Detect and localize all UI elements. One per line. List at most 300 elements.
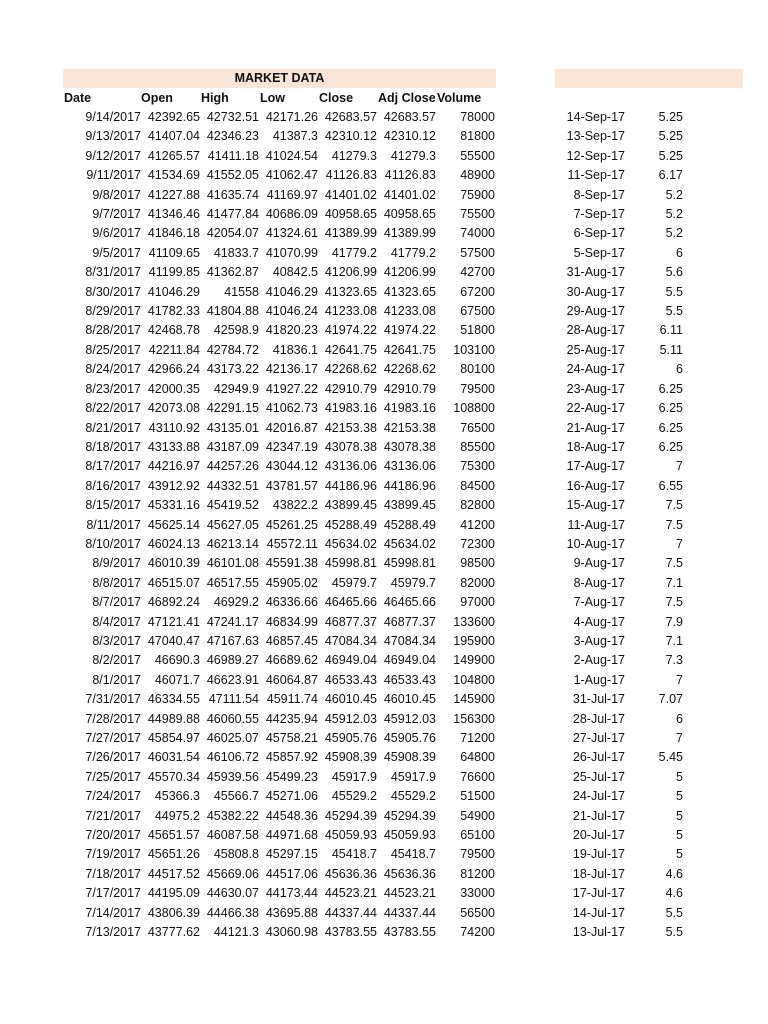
cell-adj-close[interactable]: 45908.39 [383,750,436,765]
cell-right-date[interactable]: 9-Aug-17 [573,556,625,571]
cell-adj-close[interactable]: 45636.36 [383,866,436,881]
cell-right-value[interactable]: 5.45 [658,750,683,765]
cell-date[interactable]: 8/4/2017 [92,614,141,629]
cell-low[interactable]: 41836.1 [272,342,318,357]
cell-right-date[interactable]: 4-Aug-17 [573,614,625,629]
cell-volume[interactable]: 81200 [460,866,495,881]
cell-date[interactable]: 8/1/2017 [92,672,141,687]
cell-adj-close[interactable]: 40958.65 [383,207,436,222]
cell-right-date[interactable]: 13-Jul-17 [572,925,625,940]
cell-volume[interactable]: 64800 [460,750,495,765]
cell-high[interactable]: 45419.52 [206,498,259,513]
cell-close[interactable]: 45634.02 [324,536,377,551]
cell-volume[interactable]: 82000 [460,575,495,590]
cell-open[interactable]: 45331.16 [147,498,200,513]
cell-adj-close[interactable]: 41401.02 [383,187,436,202]
cell-open[interactable]: 41109.65 [148,245,200,260]
cell-high[interactable]: 47167.63 [206,633,259,648]
cell-date[interactable]: 7/21/2017 [85,808,141,823]
cell-adj-close[interactable]: 45634.02 [383,536,436,551]
cell-right-value[interactable]: 5.5 [665,925,683,940]
cell-right-date[interactable]: 28-Jul-17 [572,711,625,726]
cell-right-date[interactable]: 24-Aug-17 [566,362,625,377]
cell-right-date[interactable]: 15-Aug-17 [566,498,625,513]
cell-right-value[interactable]: 6.11 [659,323,683,338]
cell-volume[interactable]: 79500 [460,381,495,396]
cell-volume[interactable]: 84500 [460,478,495,493]
cell-right-value[interactable]: 6.25 [658,381,683,396]
cell-low[interactable]: 43695.88 [265,905,318,920]
cell-low[interactable]: 45499.23 [265,769,318,784]
cell-open[interactable]: 44195.09 [147,886,200,901]
cell-volume[interactable]: 55500 [460,148,495,163]
cell-right-date[interactable]: 25-Aug-17 [566,342,625,357]
cell-high[interactable]: 41477.84 [206,207,259,222]
cell-close[interactable]: 46949.04 [324,653,377,668]
cell-low[interactable]: 44173.44 [265,886,318,901]
cell-adj-close[interactable]: 41779.2 [390,245,436,260]
cell-adj-close[interactable]: 45418.7 [390,847,436,862]
cell-high[interactable]: 45808.8 [213,847,259,862]
cell-close[interactable]: 45636.36 [324,866,377,881]
cell-low[interactable]: 41169.97 [266,187,318,202]
cell-open[interactable]: 45651.57 [147,828,200,843]
cell-open[interactable]: 41046.29 [147,284,200,299]
cell-close[interactable]: 41779.2 [331,245,377,260]
cell-volume[interactable]: 74200 [460,925,495,940]
cell-right-value[interactable]: 5 [676,828,683,843]
cell-adj-close[interactable]: 41206.99 [383,265,436,280]
cell-adj-close[interactable]: 45912.03 [383,711,436,726]
cell-right-value[interactable]: 7.1 [665,575,683,590]
cell-high[interactable]: 46989.27 [206,653,259,668]
cell-open[interactable]: 43806.39 [147,905,200,920]
cell-adj-close[interactable]: 41323.65 [383,284,436,299]
cell-open[interactable]: 41199.85 [148,265,200,280]
cell-volume[interactable]: 76500 [460,420,495,435]
cell-volume[interactable]: 82800 [460,498,495,513]
col-header-high[interactable]: High [201,91,229,105]
cell-right-date[interactable]: 28-Aug-17 [566,323,625,338]
cell-open[interactable]: 42000.35 [147,381,200,396]
cell-close[interactable]: 45979.7 [331,575,377,590]
cell-low[interactable]: 42347.19 [265,439,318,454]
cell-right-value[interactable]: 6.25 [658,439,683,454]
cell-open[interactable]: 44216.97 [147,459,200,474]
cell-high[interactable]: 41635.74 [206,187,259,202]
cell-low[interactable]: 41046.24 [265,304,318,319]
cell-volume[interactable]: 67200 [460,284,495,299]
cell-volume[interactable]: 98500 [460,556,495,571]
cell-open[interactable]: 45854.97 [147,731,200,745]
cell-low[interactable]: 40686.09 [265,207,318,222]
cell-high[interactable]: 45566.7 [213,789,259,804]
cell-volume[interactable]: 54900 [460,808,495,823]
cell-volume[interactable]: 71200 [460,731,495,745]
cell-close[interactable]: 41323.65 [324,284,377,299]
cell-open[interactable]: 41346.46 [147,207,200,222]
cell-right-value[interactable]: 5.6 [665,265,683,280]
cell-open[interactable]: 44989.88 [147,711,200,726]
cell-date[interactable]: 7/27/2017 [85,731,141,745]
cell-right-value[interactable]: 6 [676,711,683,726]
cell-high[interactable]: 41552.05 [206,168,259,183]
cell-close[interactable]: 46010.45 [324,692,377,707]
cell-volume[interactable]: 67500 [460,304,495,319]
cell-low[interactable]: 41062.73 [265,401,318,416]
cell-low[interactable]: 45297.15 [265,847,318,862]
cell-adj-close[interactable]: 43899.45 [383,498,436,513]
cell-volume[interactable]: 145900 [453,692,495,707]
cell-high[interactable]: 44466.38 [206,905,259,920]
cell-right-value[interactable]: 7.5 [665,595,683,610]
cell-volume[interactable]: 80100 [460,362,495,377]
col-header-close[interactable]: Close [319,91,354,105]
cell-right-value[interactable]: 5.2 [665,207,683,222]
cell-open[interactable]: 41265.57 [147,148,200,163]
cell-high[interactable]: 46517.55 [206,575,259,590]
cell-right-value[interactable]: 5.5 [665,304,683,319]
cell-right-value[interactable]: 7.5 [665,498,683,513]
cell-right-value[interactable]: 6 [676,245,683,260]
cell-open[interactable]: 42392.65 [147,110,200,124]
cell-low[interactable]: 41927.22 [265,381,318,396]
cell-high[interactable]: 42598.9 [213,323,259,338]
cell-right-date[interactable]: 7-Aug-17 [573,595,625,610]
cell-right-date[interactable]: 18-Aug-17 [566,439,625,454]
cell-high[interactable]: 42732.51 [206,110,259,124]
cell-date[interactable]: 7/18/2017 [85,866,141,881]
cell-open[interactable]: 46334.55 [147,692,200,707]
cell-right-date[interactable]: 6-Sep-17 [573,226,625,241]
cell-close[interactable]: 45529.2 [331,789,377,804]
cell-right-date[interactable]: 24-Jul-17 [572,789,625,804]
cell-date[interactable]: 8/3/2017 [92,633,141,648]
cell-low[interactable]: 42016.87 [265,420,318,435]
cell-low[interactable]: 43060.98 [265,925,318,940]
cell-close[interactable]: 46533.43 [324,672,377,687]
cell-right-value[interactable]: 7.5 [665,517,683,532]
cell-date[interactable]: 8/30/2017 [85,284,141,299]
cell-low[interactable]: 41070.99 [265,245,318,260]
cell-adj-close[interactable]: 41389.99 [383,226,436,241]
cell-right-value[interactable]: 7.5 [665,556,683,571]
cell-close[interactable]: 44337.44 [324,905,377,920]
cell-right-date[interactable]: 11-Aug-17 [567,517,625,532]
cell-right-value[interactable]: 6.55 [658,478,683,493]
cell-high[interactable]: 46213.14 [206,536,259,551]
cell-date[interactable]: 8/23/2017 [85,381,141,396]
cell-low[interactable]: 44517.06 [265,866,318,881]
cell-right-value[interactable]: 5 [676,847,683,862]
cell-adj-close[interactable]: 42268.62 [383,362,436,377]
cell-right-value[interactable]: 7.3 [665,653,683,668]
cell-right-date[interactable]: 12-Sep-17 [566,148,625,163]
cell-adj-close[interactable]: 43078.38 [383,439,436,454]
cell-right-value[interactable]: 5.25 [658,148,683,163]
cell-adj-close[interactable]: 45979.7 [390,575,436,590]
cell-volume[interactable]: 149900 [453,653,495,668]
cell-date[interactable]: 7/24/2017 [85,789,141,804]
cell-close[interactable]: 43783.55 [324,925,377,940]
cell-right-date[interactable]: 21-Aug-17 [566,420,625,435]
cell-low[interactable]: 46857.45 [265,633,318,648]
cell-open[interactable]: 46071.7 [154,672,200,687]
cell-low[interactable]: 44235.94 [265,711,318,726]
cell-open[interactable]: 46690.3 [154,653,200,668]
cell-date[interactable]: 8/15/2017 [85,498,141,513]
cell-adj-close[interactable]: 45288.49 [383,517,436,532]
cell-high[interactable]: 42291.15 [206,401,259,416]
cell-high[interactable]: 44332.51 [206,478,259,493]
cell-open[interactable]: 46010.39 [147,556,200,571]
cell-close[interactable]: 42153.38 [324,420,377,435]
cell-high[interactable]: 41411.18 [207,148,259,163]
cell-date[interactable]: 7/20/2017 [85,828,141,843]
cell-high[interactable]: 43173.22 [206,362,259,377]
cell-volume[interactable]: 72300 [460,536,495,551]
cell-close[interactable]: 47084.34 [324,633,377,648]
cell-low[interactable]: 45911.74 [266,692,318,707]
col-header-adj-close[interactable]: Adj Close [378,91,436,105]
cell-right-date[interactable]: 7-Sep-17 [573,207,625,222]
cell-volume[interactable]: 108800 [453,401,495,416]
cell-adj-close[interactable]: 42641.75 [383,342,436,357]
cell-close[interactable]: 44186.96 [324,478,377,493]
cell-low[interactable]: 44971.68 [265,828,318,843]
cell-volume[interactable]: 104800 [453,672,495,687]
cell-date[interactable]: 8/2/2017 [92,653,141,668]
cell-date[interactable]: 7/26/2017 [85,750,141,765]
cell-adj-close[interactable]: 45529.2 [390,789,436,804]
cell-low[interactable]: 45857.92 [265,750,318,765]
cell-date[interactable]: 9/6/2017 [92,226,141,241]
cell-high[interactable]: 45627.05 [206,517,259,532]
cell-right-date[interactable]: 22-Aug-17 [566,401,625,416]
cell-low[interactable]: 46689.62 [265,653,318,668]
cell-date[interactable]: 8/28/2017 [85,323,141,338]
cell-right-date[interactable]: 16-Aug-17 [566,478,625,493]
cell-volume[interactable]: 51800 [460,323,495,338]
cell-adj-close[interactable]: 44186.96 [383,478,436,493]
cell-low[interactable]: 46834.99 [265,614,318,629]
cell-close[interactable]: 43899.45 [324,498,377,513]
cell-open[interactable]: 43912.92 [147,478,200,493]
cell-volume[interactable]: 76600 [460,769,495,784]
cell-right-date[interactable]: 31-Aug-17 [566,265,625,280]
cell-close[interactable]: 45917.9 [331,769,377,784]
cell-low[interactable]: 42136.17 [265,362,318,377]
cell-high[interactable]: 42784.72 [206,342,259,357]
cell-date[interactable]: 9/7/2017 [92,207,141,222]
cell-low[interactable]: 45572.11 [266,536,318,551]
cell-right-date[interactable]: 17-Jul-17 [572,886,625,901]
cell-right-value[interactable]: 7.1 [665,633,683,648]
cell-close[interactable]: 45912.03 [324,711,377,726]
cell-right-date[interactable]: 13-Sep-17 [566,129,625,144]
cell-right-value[interactable]: 5.11 [659,342,683,357]
cell-open[interactable]: 42211.84 [148,342,200,357]
cell-adj-close[interactable]: 46949.04 [383,653,436,668]
cell-right-date[interactable]: 2-Aug-17 [573,653,625,668]
cell-right-value[interactable]: 7 [676,536,683,551]
cell-volume[interactable]: 75900 [460,187,495,202]
cell-high[interactable]: 41804.88 [206,304,259,319]
cell-volume[interactable]: 97000 [460,595,495,610]
cell-right-date[interactable]: 5-Sep-17 [573,245,625,260]
cell-right-date[interactable]: 27-Jul-17 [572,731,625,745]
cell-open[interactable]: 41782.33 [147,304,200,319]
cell-high[interactable]: 42346.23 [206,129,259,144]
cell-date[interactable]: 8/9/2017 [92,556,141,571]
cell-date[interactable]: 8/29/2017 [85,304,141,319]
cell-right-value[interactable]: 5 [676,769,683,784]
cell-date[interactable]: 7/17/2017 [85,886,141,901]
cell-right-value[interactable]: 5.25 [658,110,683,124]
cell-right-date[interactable]: 26-Jul-17 [572,750,625,765]
cell-close[interactable]: 41206.99 [324,265,377,280]
cell-open[interactable]: 42468.78 [147,323,200,338]
cell-volume[interactable]: 133600 [453,614,495,629]
cell-high[interactable]: 47241.17 [206,614,259,629]
cell-open[interactable]: 42073.08 [147,401,200,416]
cell-right-value[interactable]: 6.25 [658,420,683,435]
cell-high[interactable]: 42054.07 [206,226,259,241]
cell-volume[interactable]: 65100 [460,828,495,843]
col-header-low[interactable]: Low [260,91,285,105]
cell-date[interactable]: 9/12/2017 [85,148,141,163]
cell-adj-close[interactable]: 45905.76 [383,731,436,745]
cell-right-value[interactable]: 6.17 [658,168,683,183]
cell-volume[interactable]: 75500 [460,207,495,222]
cell-adj-close[interactable]: 42683.57 [383,110,436,124]
cell-adj-close[interactable]: 45998.81 [383,556,436,571]
cell-high[interactable]: 46623.91 [206,672,259,687]
cell-right-date[interactable]: 29-Aug-17 [566,304,625,319]
cell-low[interactable]: 41387.3 [272,129,318,144]
cell-open[interactable]: 46024.13 [147,536,200,551]
cell-open[interactable]: 41407.04 [147,129,200,144]
cell-date[interactable]: 8/11/2017 [86,517,141,532]
cell-date[interactable]: 7/28/2017 [85,711,141,726]
cell-right-date[interactable]: 3-Aug-17 [573,633,625,648]
cell-right-date[interactable]: 8-Sep-17 [573,187,625,202]
cell-volume[interactable]: 48900 [460,168,495,183]
cell-volume[interactable]: 85500 [460,439,495,454]
cell-low[interactable]: 45905.02 [265,575,318,590]
cell-date[interactable]: 7/13/2017 [85,925,141,940]
cell-volume[interactable]: 78000 [460,110,495,124]
cell-close[interactable]: 45908.39 [324,750,377,765]
cell-date[interactable]: 8/21/2017 [85,420,141,435]
cell-open[interactable]: 45625.14 [147,517,200,532]
cell-low[interactable]: 40842.5 [272,265,318,280]
cell-close[interactable]: 45294.39 [324,808,377,823]
cell-right-date[interactable]: 14-Jul-17 [572,905,625,920]
cell-volume[interactable]: 103100 [453,342,495,357]
cell-adj-close[interactable]: 46465.66 [383,595,436,610]
cell-adj-close[interactable]: 47084.34 [383,633,436,648]
cell-low[interactable]: 46064.87 [265,672,318,687]
cell-low[interactable]: 44548.36 [265,808,318,823]
cell-right-date[interactable]: 30-Aug-17 [566,284,625,299]
cell-adj-close[interactable]: 43136.06 [383,459,436,474]
cell-date[interactable]: 7/14/2017 [85,905,141,920]
cell-open[interactable]: 46515.07 [147,575,200,590]
cell-right-value[interactable]: 7 [676,731,683,745]
cell-low[interactable]: 43822.2 [272,498,318,513]
cell-open[interactable]: 44517.52 [147,866,200,881]
cell-low[interactable]: 42171.26 [265,110,318,124]
cell-right-value[interactable]: 5.2 [665,187,683,202]
cell-high[interactable]: 46087.58 [206,828,259,843]
cell-high[interactable]: 46106.72 [206,750,259,765]
cell-date[interactable]: 8/7/2017 [92,595,141,610]
cell-open[interactable]: 43777.62 [147,925,200,940]
cell-adj-close[interactable]: 42153.38 [383,420,436,435]
cell-right-date[interactable]: 25-Jul-17 [572,769,625,784]
cell-date[interactable]: 7/31/2017 [85,692,141,707]
col-header-date[interactable]: Date [64,91,92,105]
cell-right-value[interactable]: 5.2 [665,226,683,241]
cell-high[interactable]: 43135.01 [206,420,259,435]
cell-close[interactable]: 41983.16 [324,401,377,416]
cell-low[interactable]: 43781.57 [265,478,318,493]
cell-close[interactable]: 42310.12 [324,129,377,144]
cell-low[interactable]: 45261.25 [265,517,318,532]
cell-close[interactable]: 41389.99 [324,226,377,241]
cell-adj-close[interactable]: 46010.45 [383,692,436,707]
cell-close[interactable]: 40958.65 [324,207,377,222]
cell-right-value[interactable]: 5 [676,789,683,804]
cell-high[interactable]: 45669.06 [206,866,259,881]
cell-right-value[interactable]: 5 [676,808,683,823]
cell-adj-close[interactable]: 44337.44 [383,905,436,920]
cell-date[interactable]: 8/24/2017 [85,362,141,377]
col-header-volume[interactable]: Volume [437,91,482,105]
cell-adj-close[interactable]: 42910.79 [383,381,436,396]
cell-date[interactable]: 8/22/2017 [85,401,141,416]
cell-date[interactable]: 9/14/2017 [85,110,141,124]
cell-close[interactable]: 45998.81 [324,556,377,571]
cell-right-value[interactable]: 6 [676,362,683,377]
cell-close[interactable]: 45059.93 [324,828,377,843]
cell-high[interactable]: 47111.54 [208,692,259,707]
cell-date[interactable]: 8/16/2017 [85,478,141,493]
col-header-open[interactable]: Open [141,91,173,105]
cell-close[interactable]: 42641.75 [324,342,377,357]
cell-adj-close[interactable]: 46877.37 [383,614,436,629]
cell-right-value[interactable]: 5.25 [658,129,683,144]
cell-date[interactable]: 8/31/2017 [85,265,141,280]
cell-right-date[interactable]: 23-Aug-17 [566,381,625,396]
cell-right-date[interactable]: 21-Jul-17 [572,808,625,823]
cell-low[interactable]: 46336.66 [265,595,318,610]
cell-high[interactable]: 45382.22 [206,808,259,823]
cell-open[interactable]: 45651.26 [147,847,200,862]
cell-low[interactable]: 41046.29 [265,284,318,299]
cell-close[interactable]: 45905.76 [324,731,377,745]
cell-open[interactable]: 41846.18 [147,226,200,241]
cell-volume[interactable]: 57500 [460,245,495,260]
cell-right-value[interactable]: 4.6 [665,886,683,901]
cell-open[interactable]: 46031.54 [147,750,200,765]
cell-close[interactable]: 41974.22 [324,323,377,338]
cell-high[interactable]: 42949.9 [213,381,259,396]
cell-right-date[interactable]: 19-Jul-17 [572,847,625,862]
cell-close[interactable]: 41279.3 [331,148,377,163]
cell-right-date[interactable]: 11-Sep-17 [567,168,625,183]
